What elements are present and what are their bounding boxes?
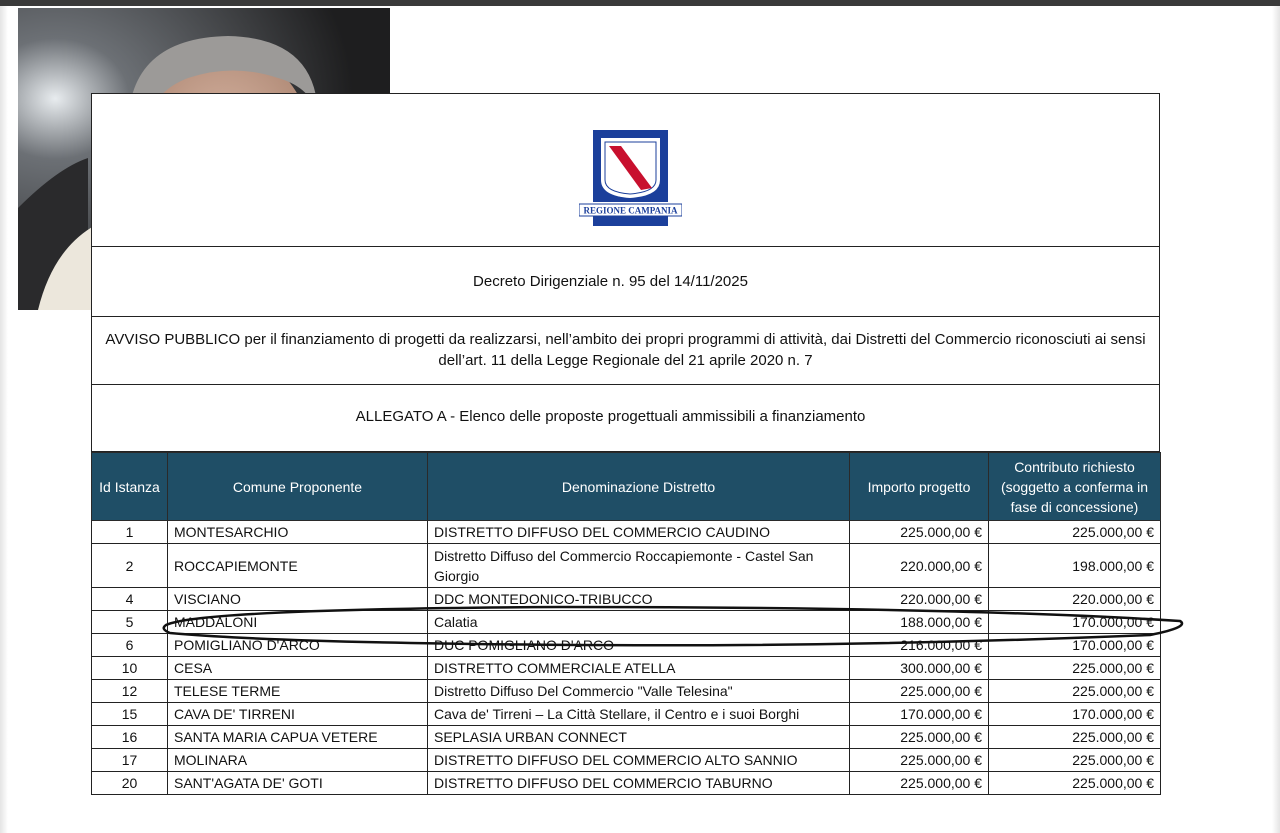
- cell-comune: MOLINARA: [168, 749, 428, 772]
- header-distretto: Denominazione Distretto: [428, 453, 850, 521]
- cell-comune: CAVA DE' TIRRENI: [168, 703, 428, 726]
- cell-distretto: Distretto Diffuso del Commercio Roccapiemonte - Castel San Giorgio: [428, 544, 850, 588]
- cell-importo: 225.000,00 €: [850, 749, 989, 772]
- cell-contributo: 225.000,00 €: [989, 521, 1161, 544]
- cell-contributo: 225.000,00 €: [989, 749, 1161, 772]
- notice-section: [91, 316, 1160, 385]
- table-row: [92, 588, 1161, 611]
- table-row: [92, 657, 1161, 680]
- cell-importo: 225.000,00 €: [850, 680, 989, 703]
- logo-text: REGIONE CAMPANIA: [583, 205, 678, 216]
- cell-id: 12: [92, 680, 168, 703]
- page-edge-right: [1272, 6, 1280, 833]
- cell-contributo: 225.000,00 €: [989, 680, 1161, 703]
- table-header-row: [92, 453, 1161, 521]
- regione-campania-logo: [579, 130, 682, 226]
- cell-distretto: DISTRETTO DIFFUSO DEL COMMERCIO TABURNO: [428, 772, 850, 795]
- table-row: [92, 521, 1161, 544]
- cell-importo: 216.000,00 €: [850, 634, 989, 657]
- cell-contributo: 225.000,00 €: [989, 726, 1161, 749]
- table-row: [92, 772, 1161, 795]
- cell-importo: 225.000,00 €: [850, 726, 989, 749]
- cell-importo: 170.000,00 €: [850, 703, 989, 726]
- cell-id: 6: [92, 634, 168, 657]
- cell-id: 17: [92, 749, 168, 772]
- cell-id: 15: [92, 703, 168, 726]
- cell-comune: MADDALONI: [168, 611, 428, 634]
- cell-importo: 188.000,00 €: [850, 611, 989, 634]
- cell-id: 5: [92, 611, 168, 634]
- cell-distretto: DISTRETTO DIFFUSO DEL COMMERCIO CAUDINO: [428, 521, 850, 544]
- table-row: [92, 611, 1161, 634]
- cell-id: 20: [92, 772, 168, 795]
- cell-contributo: 220.000,00 €: [989, 588, 1161, 611]
- cell-distretto: Cava de' Tirreni – La Città Stellare, il Centro e i suoi Borghi: [428, 703, 850, 726]
- decree-section: [91, 246, 1160, 317]
- table-row: [92, 634, 1161, 657]
- cell-comune: POMIGLIANO D'ARCO: [168, 634, 428, 657]
- cell-comune: SANTA MARIA CAPUA VETERE: [168, 726, 428, 749]
- table-row: [92, 703, 1161, 726]
- header-comune: Comune Proponente: [168, 453, 428, 521]
- cell-distretto: DUC POMIGLIANO D'ARCO: [428, 634, 850, 657]
- cell-comune: VISCIANO: [168, 588, 428, 611]
- page-edge-left: [0, 6, 8, 833]
- cell-importo: 225.000,00 €: [850, 772, 989, 795]
- cell-id: 2: [92, 544, 168, 588]
- cell-comune: TELESE TERME: [168, 680, 428, 703]
- cell-id: 16: [92, 726, 168, 749]
- document: [91, 93, 1160, 801]
- decree-title: Decreto Dirigenziale n. 95 del 14/11/2025: [473, 273, 748, 290]
- top-bar: [0, 0, 1280, 6]
- cell-contributo: 225.000,00 €: [989, 657, 1161, 680]
- cell-importo: 220.000,00 €: [850, 544, 989, 588]
- admissible-projects-table: [91, 452, 1161, 795]
- notice-text: AVVISO PUBBLICO per il finanziamento di progetti da realizzarsi, nell’ambito dei propri programmi di attività, dai Distretti del Commercio riconosciuti ai sensi dell’art. 11 della Legge Regionale del 21 aprile 2020 n. 7: [105, 331, 1146, 369]
- cell-contributo: 170.000,00 €: [989, 703, 1161, 726]
- cell-contributo: 170.000,00 €: [989, 634, 1161, 657]
- logo-section: [91, 93, 1160, 247]
- table-row: [92, 680, 1161, 703]
- annex-title: ALLEGATO A - Elenco delle proposte progettuali ammissibili a finanziamento: [355, 408, 866, 425]
- cell-id: 10: [92, 657, 168, 680]
- cell-distretto: DISTRETTO COMMERCIALE ATELLA: [428, 657, 850, 680]
- cell-distretto: SEPLASIA URBAN CONNECT: [428, 726, 850, 749]
- cell-distretto: DDC MONTEDONICO-TRIBUCCO: [428, 588, 850, 611]
- cell-distretto: Calatia: [428, 611, 850, 634]
- cell-contributo: 198.000,00 €: [989, 544, 1161, 588]
- cell-comune: ROCCAPIEMONTE: [168, 544, 428, 588]
- cell-importo: 220.000,00 €: [850, 588, 989, 611]
- cell-comune: SANT'AGATA DE' GOTI: [168, 772, 428, 795]
- annex-section: [91, 384, 1160, 452]
- cell-importo: 225.000,00 €: [850, 521, 989, 544]
- cell-importo: 300.000,00 €: [850, 657, 989, 680]
- cell-contributo: 225.000,00 €: [989, 772, 1161, 795]
- cell-comune: CESA: [168, 657, 428, 680]
- cell-distretto: Distretto Diffuso Del Commercio "Valle Telesina": [428, 680, 850, 703]
- table-row: [92, 749, 1161, 772]
- cell-id: 4: [92, 588, 168, 611]
- table-row: [92, 726, 1161, 749]
- cell-contributo: 170.000,00 €: [989, 611, 1161, 634]
- header-importo: Importo progetto: [850, 453, 989, 521]
- cell-id: 1: [92, 521, 168, 544]
- table-row: [92, 544, 1161, 588]
- header-id: Id Istanza: [92, 453, 168, 521]
- header-contributo: Contributo richiesto (soggetto a conferma in fase di concessione): [989, 453, 1161, 521]
- cell-distretto: DISTRETTO DIFFUSO DEL COMMERCIO ALTO SANNIO: [428, 749, 850, 772]
- cell-comune: MONTESARCHIO: [168, 521, 428, 544]
